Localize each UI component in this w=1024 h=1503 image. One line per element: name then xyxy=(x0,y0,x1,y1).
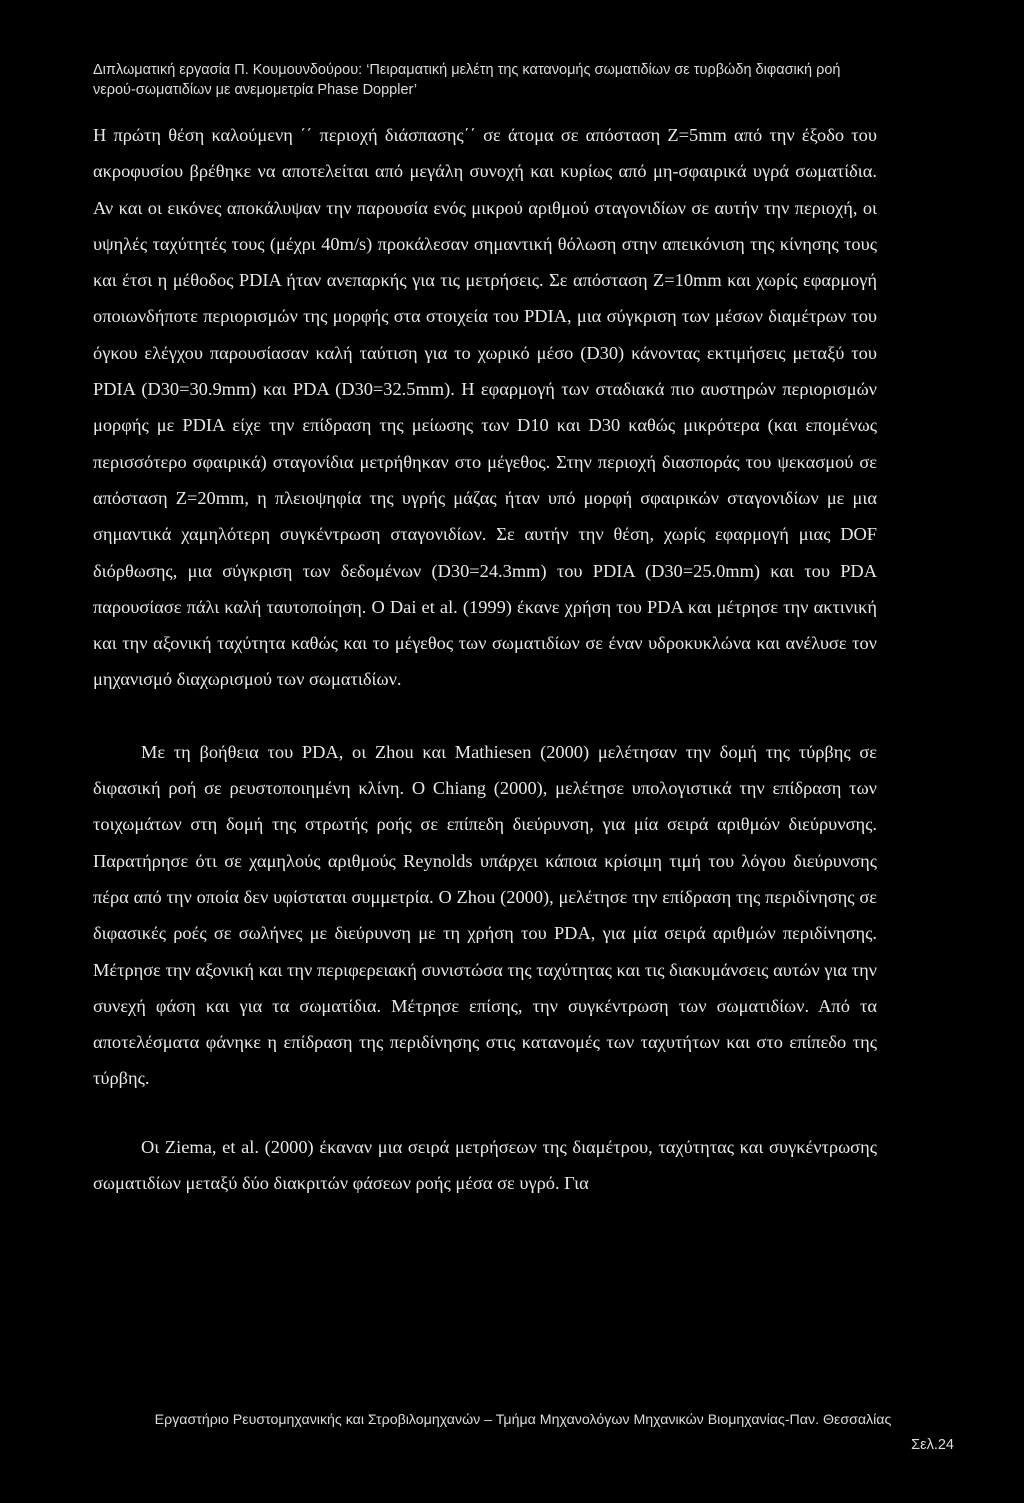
paragraph-spacer xyxy=(93,1097,877,1129)
page-footer: Εργαστήριο Ρευστομηχανικής και Στροβιλομηχανών – Τμήμα Μηχανολόγων Μηχανικών Βιομηχανίας-Παν. Θεσσαλίας xyxy=(154,1412,892,1428)
page-number: Σελ.24 xyxy=(911,1437,954,1453)
paragraph-3: Οι Ziema, et al. (2000) έκαναν μια σειρά μετρήσεων της διαμέτρου, ταχύτητας και συγκέντρωσης σωματιδίων μεταξύ δύο διακριτών φάσεων ροής μέσα σε υγρό. Για xyxy=(93,1136,877,1194)
paragraph-1: Η πρώτη θέση καλούμενη ΄΄ περιοχή διάσπασης΄΄ σε άτομα σε απόσταση Z=5mm από την έξοδο του ακροφυσίου βρέθηκε να αποτελείται από μεγάλη συνοχή και κυρίως από μη-σφαιρικά υγρά σωματίδια. Αν και οι εικόνες αποκάλυψαν την παρουσία ενός μικρού αριθμού σταγονιδίων σε αυτήν την περιοχή, οι υψηλές ταχύτητές τους (μέχρι 40m/s) προκάλεσαν σημαντική θόλωση στην απεικόνιση της κίνησης τους και έτσι η μέθοδος PDIA ήταν ανεπαρκής για τις μετρήσεις. Σε απόσταση Z=10mm και χωρίς εφαρμογή οποιωνδήποτε περιορισμών της μορφής στα στοιχεία του PDIA, μια σύγκριση των μέσων διαμέτρων του όγκου ελέγχου παρουσίασαν καλή ταύτιση για το χωρικό μέσο (D30) κάνοντας εκτιμήσεις μεταξύ του PDIA (D30=30.9mm) και PDA (D30=32.5mm). Η εφαρμογή των σταδιακά πιο αυστηρών περιορισμών μορφής με PDIA είχε την επίδραση της μείωσης των D10 και D30 καθώς μικρότερα (και επομένως περισσότερο σφαιρικά) σταγονίδια μετρήθηκαν στο μέγεθος. Στην περιοχή διασποράς του ψεκασμού σε απόσταση Z=20mm, η πλειοψηφία της υγρής μάζας ήταν υπό μορφή σφαιρικών σταγονιδίων με μια σημαντικά χαμηλότερη συγκέντρωση σταγονιδίων. Σε αυτήν την θέση, χωρίς εφαρμογή μιας DOF διόρθωσης, μια σύγκριση των δεδομένων (D30=24.3mm) του PDIA (D30=25.0mm) και του PDA παρουσίασε πάλι καλή ταυτοποίηση. O Dai et al. (1999) έκανε χρήση του PDA και μέτρησε την ακτινική και την αξονική ταχύτητα καθώς και το μέγεθος των σωματιδίων σε έναν υδροκυκλώνα και ανέλυσε τον μηχανισμό διαχωρισμού των σωματιδίων. xyxy=(93,125,877,690)
header-line-2: νερού-σωματιδίων με ανεμομετρία Phase Doppler’ xyxy=(93,82,418,98)
document-body xyxy=(93,117,877,1201)
page-header xyxy=(93,60,943,100)
paragraph-spacer xyxy=(93,698,877,734)
paragraph-2: Με τη βοήθεια του PDA, οι Zhou και Mathiesen (2000) μελέτησαν την δομή της τύρβης σε διφασική ροή σε ρευστοποιημένη κλίνη. O Chiang (2000), μελέτησε υπολογιστικά την επίδραση των τοιχωμάτων στη δομή της στρωτής ροής σε επίπεδη διεύρυνση, για μία σειρά αριθμών διεύρυνσης. Παρατήρησε ότι σε χαμηλούς αριθμούς Reynolds υπάρχει κάποια κρίσιμη τιμή του λόγου διεύρυνσης πέρα από την οποία δεν υφίσταται συμμετρία. O Zhou (2000), μελέτησε την επίδραση της περιδίνησης σε διφασικές ροές σε σωλήνες με διεύρυνση με τη χρήση του PDA, για μία σειρά αριθμών περιδίνησης. Μέτρησε την αξονική και την περιφερειακή συνιστώσα της ταχύτητας και τις διακυμάνσεις αυτών για την συνεχή φάση και για τα σωματίδια. Μέτρησε επίσης, την συγκέντρωση των σωματιδίων. Από τα αποτελέσματα φάνηκε η επίδραση της περιδίνησης στις κατανομές των ταχυτήτων και στο επίπεδο της τύρβης. xyxy=(93,741,877,1089)
header-line-1: Διπλωματική εργασία Π. Κουμουνδούρου: ‘Πειραματική μελέτη της κατανομής σωματιδίων σε τυρβώδη διφασική ροή xyxy=(93,62,841,78)
